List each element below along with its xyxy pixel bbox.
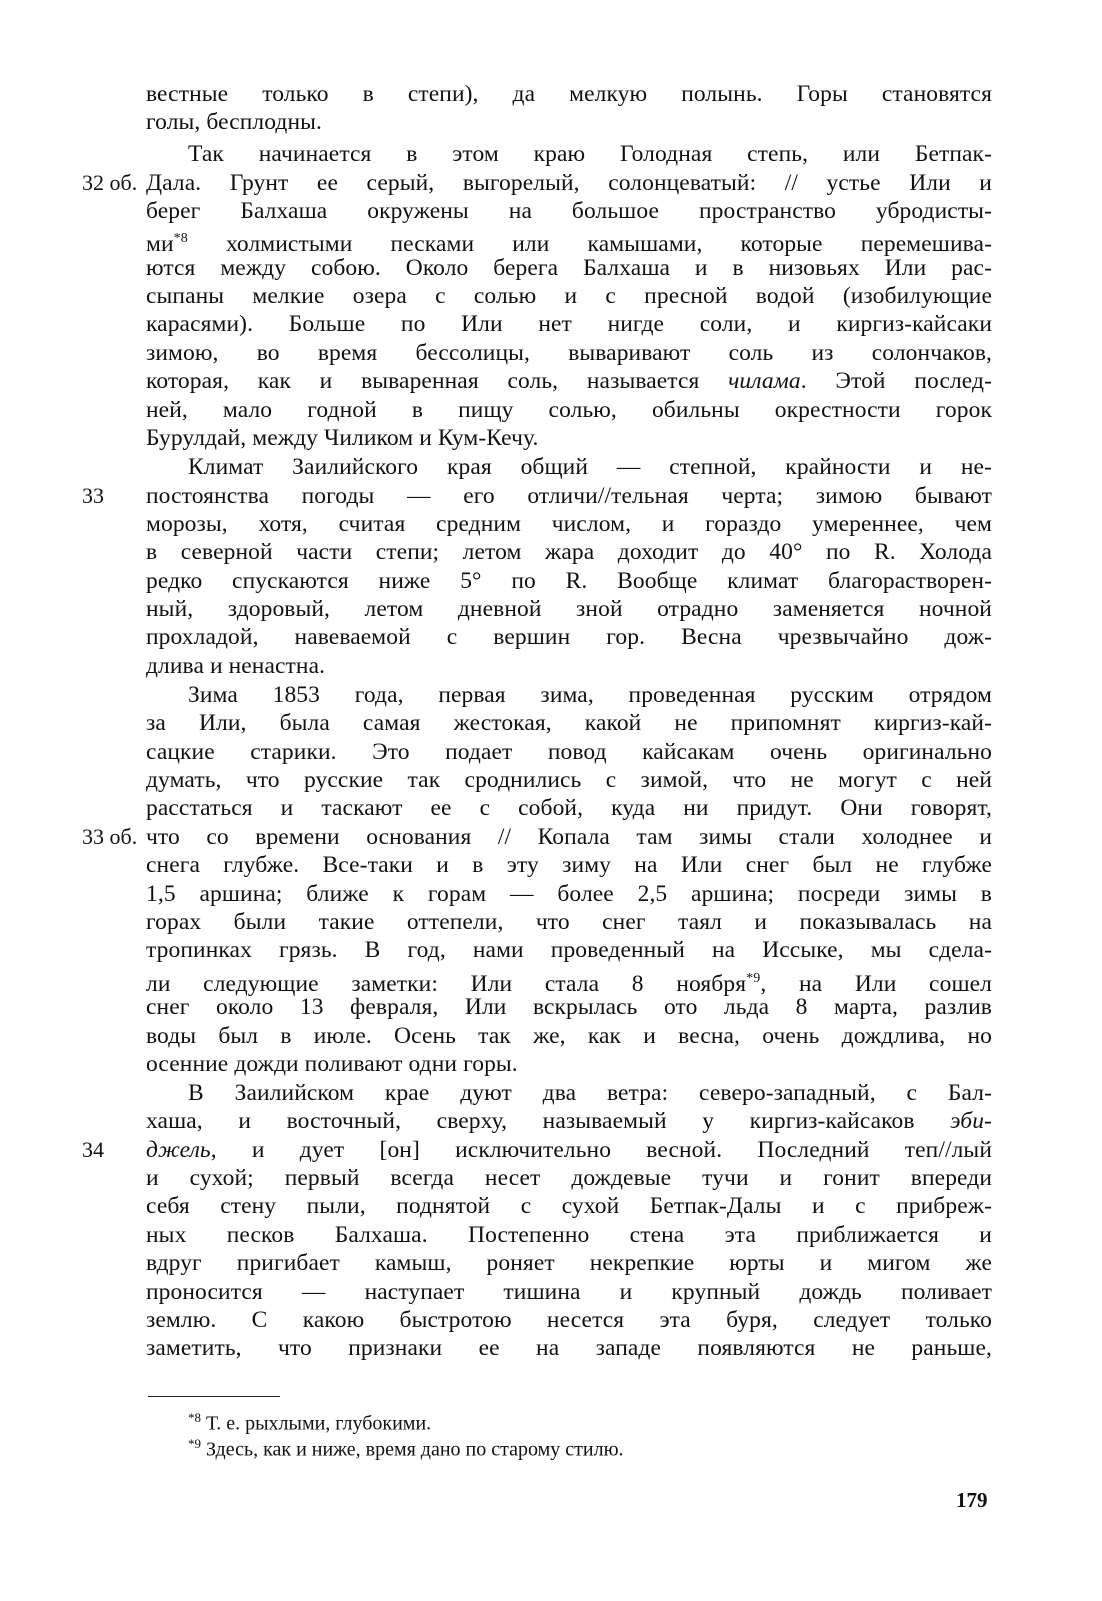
text-line: себя стену пыли, поднятой с сухой Бетпак-Далы и с прибреж- xyxy=(146,1193,992,1219)
text-line: снег около 13 февраля, Или вскрылась ото льда 8 марта, разлив xyxy=(146,994,992,1020)
text-line: воды был в июле. Осень так же, как и весна, очень дождлива, но xyxy=(146,1023,992,1049)
text-line: В Заилийском крае дуют два ветра: северо-западный, с Бал- xyxy=(188,1080,992,1106)
text-line: проносится — наступает тишина и крупный дождь поливает xyxy=(146,1279,992,1305)
page-number: 179 xyxy=(956,1488,988,1512)
text-line: сыпаны мелкие озера с солью и с пресной водой (изобилующие xyxy=(146,283,992,309)
footnote: $^{*8}$ Т. е. рыхлыми, глубокими. xyxy=(188,1410,432,1435)
text-line: берег Балхаша окружены на большое пространство убродисты- xyxy=(146,198,992,224)
text-line: ются между собою. Около берега Балхаша и в низовьях Или рас- xyxy=(146,255,992,281)
text-line: прохладой, навеваемой с вершин гор. Весна чрезвычайно дож- xyxy=(146,624,992,650)
text-line: сацкие старики. Это подает повод кайсакам очень оригинально xyxy=(146,739,992,765)
text-line: 1,5 аршина; ближе к горам — более 2,5 аршина; посреди зимы в xyxy=(146,881,992,907)
text-line: ней, мало годной в пищу солью, обильны окрестности горок xyxy=(146,397,992,423)
text-line: горах были такие оттепели, что снег таял и показывалась на xyxy=(146,909,992,935)
text-line: морозы, хотя, считая средним числом, и гораздо умереннее, чем xyxy=(146,511,992,537)
text-line: думать, что русские так сроднились с зимой, что не могут с ней xyxy=(146,767,992,793)
margin-folio-note: 33 об. xyxy=(82,824,138,849)
text-line: $ми^{*8}$ холмистыми песками или камышами, которые перемешива- xyxy=(146,230,992,257)
text-line: Зима 1853 года, первая зима, проведенная русским отрядом xyxy=(188,682,992,708)
text-line: за Или, была самая жестокая, какой не припомнят киргиз-кай- xyxy=(146,710,992,736)
text-line: и сухой; первый всегда несет дождевые тучи и гонит впереди xyxy=(146,1165,992,1191)
text-line: снега глубже. Все-таки и в эту зиму на Или снег был не глубже xyxy=(146,852,992,878)
text-line: зимою, во время бессолицы, вываривают соль из солончаков, xyxy=(146,340,992,366)
text-line: хаша, и восточный, сверху, называемый у киргиз-кайсаков эби- xyxy=(146,1108,992,1134)
text-line: постоянства погоды — его отличи//тельная черта; зимою бывают xyxy=(146,483,992,509)
footnote: $^{*9}$ Здесь, как и ниже, время дано по старому стилю. xyxy=(188,1436,624,1461)
margin-folio-note: 34 xyxy=(82,1137,104,1162)
text-line: заметить, что признаки ее на западе появляются не раньше, xyxy=(146,1335,992,1361)
text-line: длива и ненастна. xyxy=(146,653,326,679)
text-line: голы, бесплодны. xyxy=(146,109,323,135)
text-line: в северной части степи; летом жара доходит до 40° по R. Холода xyxy=(146,539,992,565)
text-line: ных песков Балхаша. Постепенно стена эта приближается и xyxy=(146,1222,992,1248)
text-line: осенние дожди поливают одни горы. xyxy=(146,1051,518,1077)
text-line: Климат Заилийского края общий — степной, крайности и не- xyxy=(188,454,992,480)
text-line: вестные только в степи), да мелкую полынь. Горы становятся xyxy=(146,81,992,107)
text-line: ли следующие заметки: Или стала 8 ноября$^{*9}$, на Или сошел xyxy=(146,970,992,997)
text-line: редко спускаются ниже 5° по R. Вообще климат благорастворен- xyxy=(146,568,992,594)
text-line: джель, и дует [он] исключительно весной. Последний теп//лый xyxy=(146,1137,992,1163)
text-line: Бурулдай, между Чиликом и Кум-Кечу. xyxy=(146,425,539,451)
text-line: ный, здоровый, летом дневной зной отрадно заменяется ночной xyxy=(146,596,992,622)
text-line: расстаться и таскают ее с собой, куда ни придут. Они говорят, xyxy=(146,795,992,821)
text-line: карасями). Больше по Или нет нигде соли, и киргиз-кайсаки xyxy=(146,311,992,337)
text-line: что со времени основания // Копала там зимы стали холоднее и xyxy=(146,824,992,850)
text-line: тропинках грязь. В год, нами проведенный на Иссыке, мы сдела- xyxy=(146,937,992,963)
margin-folio-note: 32 об. xyxy=(82,170,138,195)
margin-folio-note: 33 xyxy=(82,483,104,508)
text-line: которая, как и вываренная соль, называется чилама. Этой послед- xyxy=(146,368,992,394)
text-line: вдруг пригибает камыш, роняет некрепкие юрты и мигом же xyxy=(146,1250,992,1276)
text-line: землю. С какою быстротою несется эта буря, следует только xyxy=(146,1307,992,1333)
text-line: Так начинается в этом краю Голодная степь, или Бетпак- xyxy=(188,141,992,167)
text-line: Дала. Грунт ее серый, выгорелый, солонцеватый: // устье Или и xyxy=(146,170,992,196)
footnote-divider xyxy=(148,1396,280,1397)
